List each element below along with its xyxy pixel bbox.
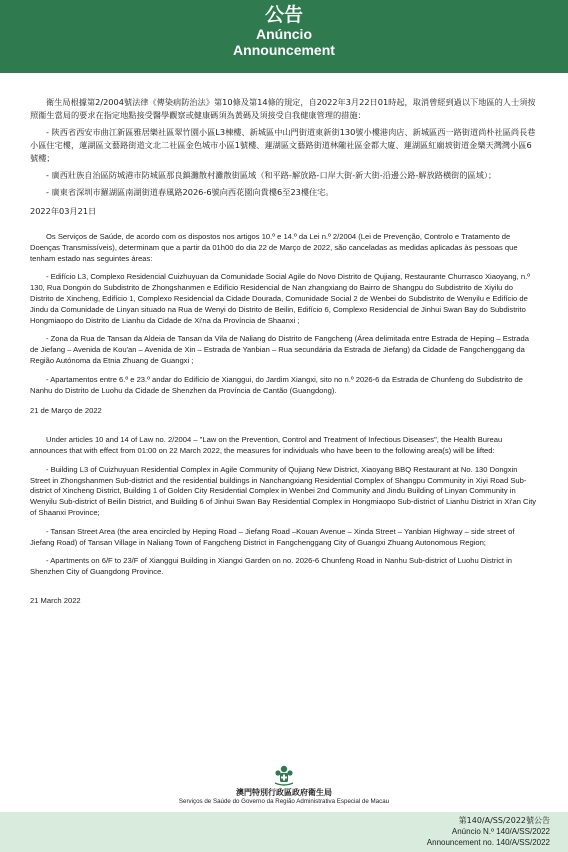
english-intro: Under articles 10 and 14 of Law no. 2/2004 – "Law on the Prevention, Control and Treatment of Infectious Diseases", the Health Bureau announces that with effect from 01:00 on 22 March 2022, the measures for individuals who have been to the following area(s) will be lifted:: [30, 435, 503, 455]
announcement-body: [30, 96, 538, 607]
announcement-reference: [427, 815, 550, 848]
english-section: [30, 435, 538, 607]
portuguese-item-2: - Zona da Rua de Tansan da Aldeia de Tansan da Vila de Naliang do Distrito de Fangcheng (Área delimitada entre Estrada de Heping – Estrada de Jiefang – Avenida de Kou'an – Avenida de Xin – Estrada de Yanbian – Rua secundária da Estrada de Jiefang) da Cidade de Fangchenggang da Região Autónoma da Etnia Zhuang de Guangxi ;: [30, 334, 529, 365]
header-banner: [0, 0, 568, 73]
chinese-date: 2022年03月21日: [30, 206, 97, 216]
title-english: Announcement: [233, 42, 335, 58]
chinese-section: [30, 96, 538, 218]
english-item-1: - Building L3 of Cuizhuyuan Residential Complex in Agile Community of Qujiang New District, Xiaoyang BBQ Restaurant at No. 130 Dongxin Street in Zhongshanmen Sub-district and the residential buildings in Nanchangxiang Residential Complex of Shangpu Community in Xiyi Road Sub-district of Xincheng District, Building 1 of Golden City Residential Complex in Wenbei 2nd Community and Jindu Building of Linyan Community in Wenyilu Sub-district of Beilin District, and Building 6 of Jinhui Swan Bay Residential Complex in Hongmiaopo Sub-district of Lianhu District in Xi'an City of Shaanxi Province;: [30, 464, 537, 517]
macau-health-emblem-icon: [0, 764, 568, 786]
title-chinese: 公告: [264, 4, 303, 26]
chinese-intro: 衛生局根據第2/2004號法律《傳染病防治法》第10條及第14條的規定，自2022年3月22日01時起，取消曾經到過以下地區的人士須按照衞生當局的要求在指定地點接受醫學觀察或健康碼須為黃碼及須接受自我健康管理的措施：: [30, 97, 536, 120]
chinese-item-3: - 廣東省深圳市羅湖區南湖街道春風路2026-6號向西花園向貴樓6至23樓住宅。: [46, 187, 334, 197]
portuguese-item-1: - Edifício L3, Complexo Residencial Cuizhuyuan da Comunidade Social Agile do Novo Distrito de Qujiang, Restaurante Churrasco Xiaoyang, n.º 130, Rua Dongxin do Subdistrito de Zhongshanmen e Edifício Residencial de Nan zhangxiang do Bairro de Shangpu do Subdistrito de Xiyilu do Distrito de Xincheng, Edifício 1, Complexo Residencial da Cidade Dourada, Comunidade Social 2 de Wenbei do Subdistrito de Wenyilu e Edifício de Jindu da Comunidade de Linyan situado na Rua de Wenyi do Distrito de Beilin, Edifício 6, Complexo Residencial de Jinhui Swan Bay do Subdistrito Hongmiaopo do Distrito de Lianhu da Cidade de Xi'na da Província de Shaanxi ;: [30, 272, 530, 325]
footer-reference-bar: [0, 812, 568, 852]
reference-chinese: 第140/A/SS/2022號公告: [458, 816, 550, 825]
reference-portuguese: Anúncio N.º 140/A/SS/2022: [451, 827, 550, 836]
department-name-chinese: 澳門特別行政區政府衛生局: [236, 788, 332, 797]
title-portuguese: Anúncio: [256, 26, 312, 42]
english-item-3: - Apartments on 6/F to 23/F of Xianggui Building in Xiangxi Garden on no. 2026-6 Chunfeng Road in Nanhu Sub-district of Luohu District in Shenzhen City of Guangdong Province.: [30, 556, 513, 577]
portuguese-item-3: - Apartamentos entre 6.º e 23.º andar do Edifício de Xianggui, do Jardim Xiangxi, sito no n.º 2026-6 da Estrada de Chunfeng do Subdistrito de Nanhu do Distrito de Luohu da Cidade de Shenzhen da Província de Cantão (Guangdong).: [30, 374, 523, 395]
portuguese-intro: Os Serviços de Saúde, de acordo com os dispostos nos artigos 10.º e 14.º da Lei n.º 2/2004 (Lei de Prevenção, Controlo e Tratamento de Doenças Transmissíveis), determinam que a partir da 01h00 do dia 22 de Março de 2022, são canceladas as medidas aplicadas às pessoas que tenham estado nas seguintes áreas:: [30, 232, 518, 263]
portuguese-date: 21 de Março de 2022: [30, 406, 102, 416]
english-item-2: - Tansan Street Area (the area encircled by Heping Road – Jiefang Road –Kouan Avenue – Xinda Street – Yanbian Highway – side street of Jiefang Road) of Tansan Village in Naliang Town of Fangcheng District in Fangchenggang City of Guangxi Zhuang Autonomous Region;: [30, 526, 515, 547]
chinese-item-2: - 廣西壯族自治區防城港市防城區那良鎮灘散村灘散街區域（和平路-解放路-口岸大街-新大街-沿邊公路-解放路橫街的區域）；: [46, 170, 497, 180]
department-name-portuguese: Serviços de Saúde do Governo da Região Administrativa Especial de Macau: [178, 798, 390, 805]
portuguese-section: [30, 232, 538, 417]
chinese-item-1: - 陝西省西安市曲江新區雅居樂社區翠竹園小區L3棟樓、新城區中山門街道東新街130號小樓港肉店、新城區西一路街道尚朴社區尚長巷小區住宅樓，蓮湖區文藝路街道文北二社區金色城市小區1號樓、蓮湖區文藝路街道林隴社區金都大廈、蓮湖區紅廟坡街道金樂天灣灣小區6號樓；: [30, 127, 536, 163]
footer-department: [0, 764, 568, 806]
reference-english: Announcement no. 140/A/SS/2022: [426, 838, 550, 847]
english-date: 21 March 2022: [30, 595, 81, 605]
